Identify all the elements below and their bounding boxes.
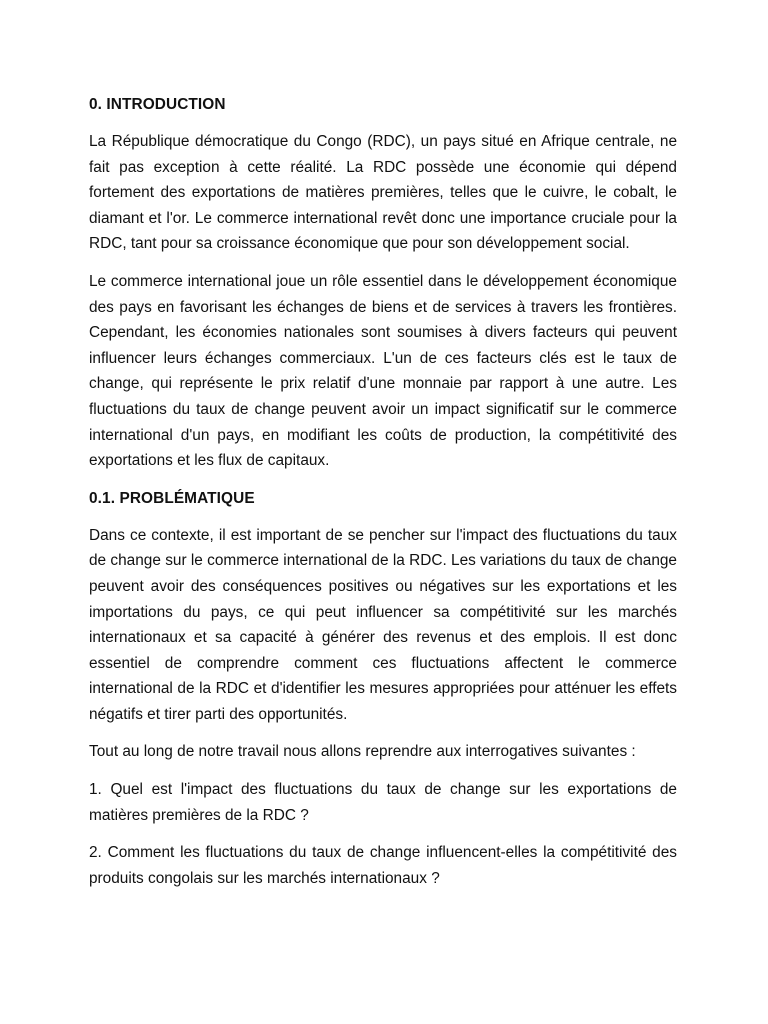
question-2: 2. Comment les fluctuations du taux de change influencent-elles la compétitivité des produits congolais sur les marchés internationaux ?: [89, 844, 677, 887]
paragraph-commerce-international: Le commerce international joue un rôle essentiel dans le développement économique des pays en favorisant les échanges de biens et de services à travers les frontières. Cependant, les économies nationales sont soumises à divers facteurs qui peuvent influencer leurs échanges commerciaux. L'un de ces facteurs clés est le taux de change, qui représente le prix relatif d'une monnaie par rapport à une autre. Les fluctuations du taux de change peuvent avoir un impact significatif sur le commerce international d'un pays, en modifiant les coûts de production, la compétitivité des exportations et les flux de capitaux.: [89, 272, 677, 470]
document-page: [89, 92, 677, 903]
paragraph-problematique-context: Dans ce contexte, il est important de se pencher sur l'impact des fluctuations du taux de change sur le commerce international de la RDC. Les variations du taux de change peuvent avoir des conséquences positives ou négatives sur les exportations et les importations du pays, ce qui peut influencer sa compétitivité sur les marchés internationaux et sa capacité à générer des revenus et des emplois. Il est donc essentiel de comprendre comment ces fluctuations affectent le commerce international de la RDC et d'identifier les mesures appropriées pour atténuer les effets négatifs et tirer parti des opportunités.: [89, 526, 677, 723]
paragraph-rdc-context: La République démocratique du Congo (RDC), un pays situé en Afrique centrale, ne fait pas exception à cette réalité. La RDC possède une économie qui dépend fortement des exportations de matières premières, telles que le cuivre, le cobalt, le diamant et l'or. Le commerce international revêt donc une importance cruciale pour la RDC, tant pour sa croissance économique que pour son développement social.: [89, 133, 677, 253]
section-heading-introduction: 0. INTRODUCTION: [89, 96, 226, 113]
paragraph-interrogatives-intro: Tout au long de notre travail nous allons reprendre aux interrogatives suivantes :: [89, 743, 636, 761]
question-1: 1. Quel est l'impact des fluctuations du taux de change sur les exportations de matières premières de la RDC ?: [89, 781, 677, 824]
section-heading-problematique: 0.1. PROBLÉMATIQUE: [89, 489, 255, 507]
